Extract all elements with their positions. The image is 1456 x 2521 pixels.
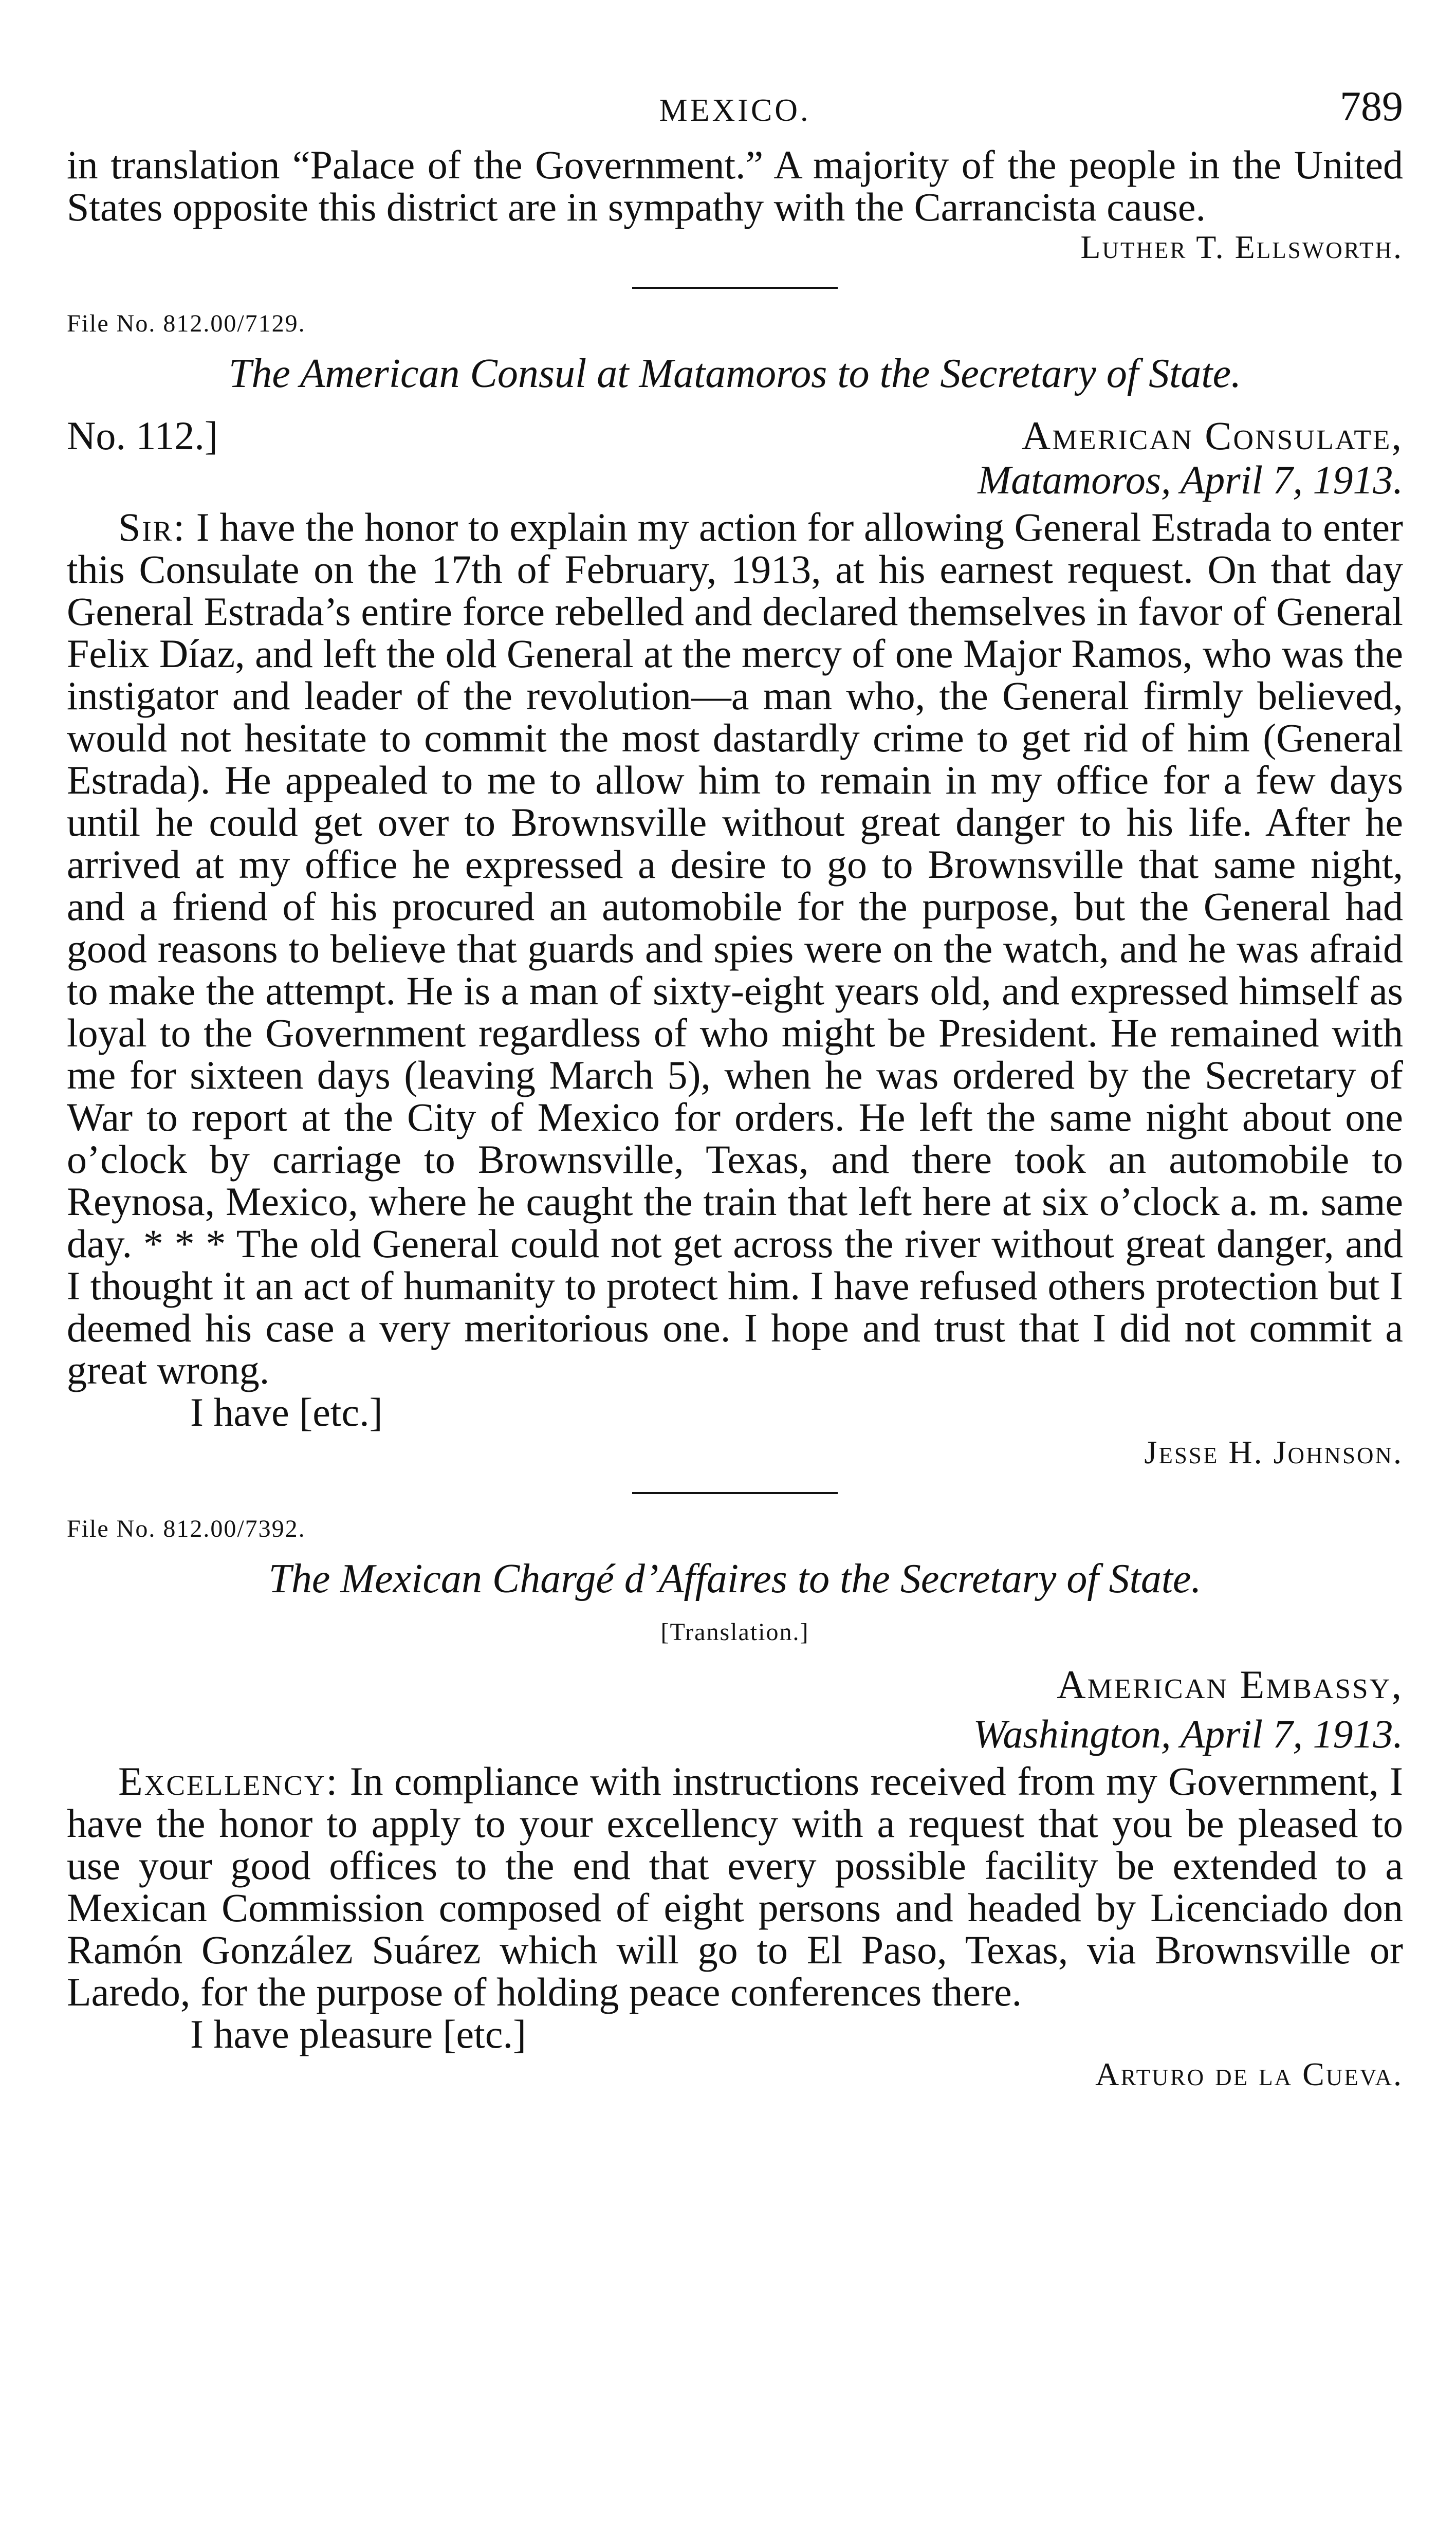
page-header [67,77,1403,144]
letter-title: The Mexican Chargé d’Affaires to the Secretary of State. [268,1556,1202,1602]
letter-body-text: I have the honor to explain my action for allowing General Estrada to enter this Consulate on the 17th of February, 1913, at his earnest request. On that day General Estrada’s entire force rebelled and declared themselves in favor of General Felix Díaz, and left the old General at the mercy of one Major Ramos, who was the instigator and leader of the revolution—a man who, the General firmly believed, would not hesitate to commit the most dastardly crime to get rid of him (General Estrada). He appealed to me to allow him to remain in my office for a few days until he could get over to Brownsville without great danger to his life. After he arrived at my office he expressed a desire to go to Brownsville that same night, and a friend of his procured an automobile for the purpose, but the General had good reasons to believe that guards and spies were on the watch, and he was afraid to make the attempt. He is a man of sixty-eight years old, and expressed himself as loyal to the Government regardless of who might be President. He remained with me for sixteen days (leaving March 5), when he was ordered by the Secretary of War to report at the City of Mexico for orders. He left the same night about one o’clock by carriage to Brownsville, Texas, and there took an automobile to Reynosa, Mexico, where he caught the train that left here at six o’clock a. m. same day. * * * The old General could not get across the river without great danger, and I thought it an act of humanity to protect him. I have refused others protection but I deemed his case a very meritorious one. I hope and trust that I did not commit a great wrong. [67,505,1403,1392]
translation-note: [Translation.] [660,1618,809,1646]
signature-ellsworth: Luther T. Ellsworth. [1080,229,1403,265]
place-date: Washington, April 7, 1913. [973,1712,1403,1756]
signature-cueva: Arturo de la Cueva. [1095,2056,1403,2092]
signature-johnson: Jesse H. Johnson. [1144,1434,1403,1470]
section-divider [632,1492,838,1494]
running-head: MEXICO. [659,93,811,128]
letter-title: The American Consul at Matamoros to the Secretary of State. [228,351,1242,396]
letter-body [67,506,1403,1391]
file-number: File No. 812.00/7392. [67,1515,306,1542]
continued-paragraph: in translation “Palace of the Government.” A majority of the people in the United States opposite this district are in sympathy with the Carrancista cause. [67,142,1403,229]
sender-office: American Embassy, [1057,1662,1403,1707]
section-divider [632,287,838,289]
letter-body [67,1760,1403,2013]
salutation: Sir: [118,505,187,549]
file-number: File No. 812.00/7129. [67,310,306,337]
closing: I have pleasure [etc.] [190,2012,526,2056]
letter-charge [67,1515,1403,2093]
dispatch-number: No. 112.] [67,413,218,458]
place-date: Matamoros, April 7, 1913. [978,457,1403,502]
page-number: 789 [1340,83,1403,130]
sender-office: American Consulate, [1021,413,1403,458]
letter-body-text: In compliance with instructions received from my Government, I have the honor to apply to your excellency with a request that you be pleased to use your good offices to the end that every possible facility be extended to a Mexican Commission composed of eight persons and headed by Licenciado don Ramón González Suárez which will go to El Paso, Texas, via Brownsville or Laredo, for the purpose of holding peace conferences there. [67,1759,1404,2014]
dateline-row [67,413,1403,457]
letter-consul [67,309,1403,1471]
salutation: Excellency: [118,1759,339,1804]
document-page [67,77,1403,2093]
closing: I have [etc.] [190,1390,383,1434]
